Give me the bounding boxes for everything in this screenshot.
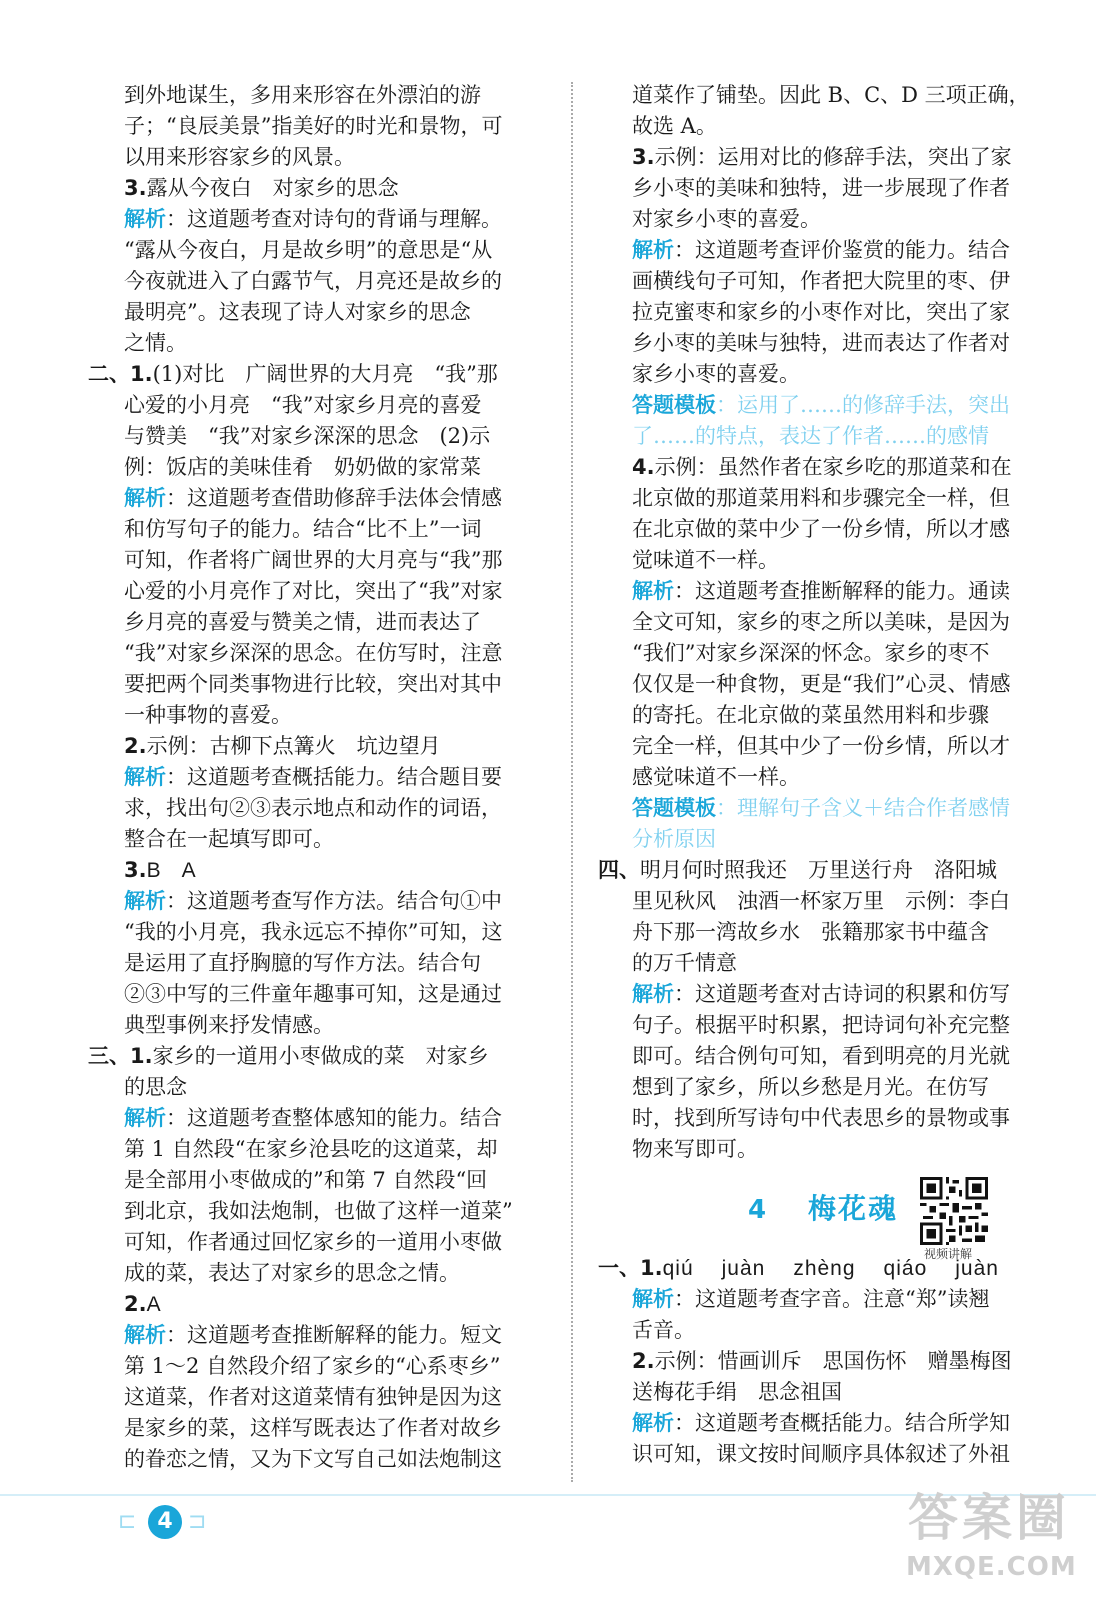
analysis-line: 时，找到所写诗句中代表思乡的景物或事 bbox=[632, 1106, 1010, 1130]
question-number: 3. bbox=[124, 858, 147, 882]
analysis bbox=[598, 1284, 1058, 1315]
lesson-number: 4 bbox=[748, 1195, 767, 1225]
analysis-line: 物来写即可。 bbox=[632, 1137, 758, 1161]
analysis-line: 感觉味道不一样。 bbox=[632, 765, 800, 789]
pinyin-item: qiáo bbox=[883, 1257, 928, 1280]
analysis-line: 一种事物的喜爱。 bbox=[124, 703, 292, 727]
analysis-line: 是家乡的菜，这样写既表达了作者对故乡 bbox=[124, 1416, 502, 1440]
analysis bbox=[598, 1408, 1058, 1439]
analysis-text: ：这道题考查对诗句的背诵与理解。 bbox=[166, 207, 502, 231]
text-line: 子；“良辰美景”指美好的时光和景物，可 bbox=[124, 114, 503, 138]
analysis-line: “我们”对家乡深深的怀念。家乡的枣不 bbox=[632, 641, 990, 665]
answer-text: 示例：惜画训斥 思国伤怀 赠墨梅图 bbox=[654, 1349, 1012, 1373]
question-number: 2. bbox=[632, 1349, 655, 1373]
answer-line: 里见秋风 浊酒一杯家万里 示例：李白 bbox=[632, 889, 1010, 913]
answer-text: B A bbox=[146, 859, 196, 882]
text-line: 道菜作了铺垫。因此 B、C、D 三项正确， bbox=[632, 83, 1030, 107]
analysis-line: 家乡小枣的喜爱。 bbox=[632, 362, 800, 386]
pinyin-item: juàn bbox=[721, 1257, 766, 1280]
answer-item bbox=[88, 1289, 550, 1320]
analysis-line: 今夜就进入了白露节气，月亮还是故乡的 bbox=[124, 269, 502, 293]
analysis-label: 解析 bbox=[632, 238, 674, 262]
analysis-line: 第 1～2 自然段介绍了家乡的“心系枣乡” bbox=[124, 1354, 501, 1378]
answer-line: 例：饭店的美味佳肴 奶奶做的家常菜 bbox=[124, 455, 481, 479]
analysis-line: 即可。结合例句可知，看到明亮的月光就 bbox=[632, 1044, 1010, 1068]
template-label: 答题模板 bbox=[632, 393, 716, 417]
answer-line: 与赞美 “我”对家乡深深的思念 (2)示 bbox=[124, 424, 491, 448]
section-heading: 三、 bbox=[88, 1044, 130, 1068]
analysis bbox=[598, 979, 1058, 1010]
answer-item bbox=[88, 173, 550, 204]
answer-item bbox=[598, 1346, 1058, 1377]
analysis bbox=[88, 1103, 550, 1134]
analysis-text: ：这道题考查推断解释的能力。通读 bbox=[674, 579, 1010, 603]
analysis-line: ②③中写的三件童年趣事可知，这是通过 bbox=[124, 982, 502, 1006]
section-two-item-1 bbox=[88, 359, 550, 390]
analysis-line: 想到了家乡，所以乡愁是月光。在仿写 bbox=[632, 1075, 989, 1099]
analysis-label: 解析 bbox=[124, 1106, 166, 1130]
pinyin-item: juàn bbox=[955, 1257, 999, 1280]
analysis-label: 解析 bbox=[124, 207, 166, 231]
analysis-line: 到北京，我如法炮制，也做了这样一道菜” bbox=[124, 1199, 513, 1223]
analysis-line: 心爱的小月亮作了对比，突出了“我”对家 bbox=[124, 579, 503, 603]
question-number: 4. bbox=[632, 455, 655, 479]
answer-text: A bbox=[146, 1293, 161, 1316]
left-column bbox=[88, 80, 550, 1475]
right-column bbox=[598, 80, 1058, 1470]
answer-line: 乡小枣的美味和独特，进一步展现了作者 bbox=[632, 176, 1010, 200]
answer-item bbox=[88, 855, 550, 886]
answer-line: 的万千情意 bbox=[632, 951, 737, 975]
template-line: 分析原因 bbox=[632, 827, 716, 851]
text-line: 以用来形容家乡的风景。 bbox=[124, 145, 355, 169]
analysis-text: ：这道题考查借助修辞手法体会情感 bbox=[166, 486, 502, 510]
analysis-text: ：这道题考查评价鉴赏的能力。结合 bbox=[674, 238, 1010, 262]
analysis-line: 的眷恋之情，又为下文写自己如法炮制这 bbox=[124, 1447, 502, 1471]
answer-text: 明月何时照我还 万里送行舟 洛阳城 bbox=[640, 858, 997, 882]
text-line: 到外地谋生，多用来形容在外漂泊的游 bbox=[124, 83, 481, 107]
analysis bbox=[88, 483, 550, 514]
analysis bbox=[598, 235, 1058, 266]
pinyin-item: zhèng bbox=[793, 1257, 856, 1280]
template-line: 了……的特点，表达了作者……的感情 bbox=[632, 424, 989, 448]
question-number: 3. bbox=[632, 145, 655, 169]
analysis-line: 要把两个同类事物进行比较，突出对其中 bbox=[124, 672, 502, 696]
answer-line: 觉味道不一样。 bbox=[632, 548, 779, 572]
answer-template bbox=[598, 390, 1058, 421]
watermark-url: MXQE.COM bbox=[906, 1552, 1077, 1582]
question-number: 1. bbox=[130, 1044, 153, 1068]
analysis-line: 是全部用小枣做成的”和第 7 自然段“回 bbox=[124, 1168, 488, 1192]
template-label: 答题模板 bbox=[632, 796, 716, 820]
analysis-line: 成的菜，表达了对家乡的思念之情。 bbox=[124, 1261, 460, 1285]
answer-line: 送梅花手绢 思念祖国 bbox=[632, 1380, 842, 1404]
analysis-label: 解析 bbox=[632, 982, 674, 1006]
analysis-line: 识可知，课文按时间顺序具体叙述了外祖 bbox=[632, 1442, 1010, 1466]
answer-line: 的思念 bbox=[124, 1075, 187, 1099]
analysis bbox=[88, 204, 550, 235]
analysis-line: 是运用了直抒胸臆的写作方法。结合句 bbox=[124, 951, 481, 975]
answer-text: 示例：虽然作者在家乡吃的那道菜和在 bbox=[654, 455, 1012, 479]
section-three-item-1 bbox=[88, 1041, 550, 1072]
answer-text: 示例：运用对比的修辞手法，突出了家 bbox=[654, 145, 1012, 169]
analysis-text: ：这道题考查对古诗词的积累和仿写 bbox=[674, 982, 1010, 1006]
pinyin-item: qiú bbox=[662, 1257, 694, 1280]
analysis-label: 解析 bbox=[124, 1323, 166, 1347]
watermark-text: 答案圈 bbox=[908, 1489, 1070, 1547]
analysis bbox=[88, 1320, 550, 1351]
analysis-line: 乡小枣的美味与独特，进而表达了作者对 bbox=[632, 331, 1010, 355]
answer-template bbox=[598, 793, 1058, 824]
analysis-text: ：这道题考查字音。注意“郑”读翘 bbox=[674, 1287, 990, 1311]
template-text: ：运用了……的修辞手法，突出 bbox=[716, 393, 1010, 417]
section-heading: 四、 bbox=[598, 858, 640, 882]
answer-item bbox=[88, 731, 550, 762]
analysis-line: 最明亮”。这表现了诗人对家乡的思念 bbox=[124, 300, 471, 324]
analysis-label: 解析 bbox=[124, 486, 166, 510]
answer-text: 示例：古柳下点篝火 坑边望月 bbox=[146, 734, 441, 758]
analysis-line: 整合在一起填写即可。 bbox=[124, 827, 334, 851]
qr-code-icon[interactable] bbox=[920, 1177, 988, 1245]
section-four-answer bbox=[598, 855, 1058, 886]
analysis-text: ：这道题考查推断解释的能力。短文 bbox=[166, 1323, 502, 1347]
analysis-text: ：这道题考查整体感知的能力。结合 bbox=[166, 1106, 502, 1130]
analysis-line: 的寄托。在北京做的菜虽然用料和步骤 bbox=[632, 703, 989, 727]
footer-decoration-icon: ⊏ bbox=[118, 1509, 137, 1534]
answer-text: 家乡的一道用小枣做成的菜 对家乡 bbox=[152, 1044, 489, 1068]
analysis-line: 画横线句子可知，作者把大院里的枣、伊 bbox=[632, 269, 1010, 293]
answer-line: 对家乡小枣的喜爱。 bbox=[632, 207, 821, 231]
analysis-label: 解析 bbox=[632, 1411, 674, 1435]
analysis-label: 解析 bbox=[632, 579, 674, 603]
analysis-label: 解析 bbox=[124, 889, 166, 913]
analysis-line: 拉克蜜枣和家乡的小枣作对比，突出了家 bbox=[632, 300, 1010, 324]
analysis-line: 舌音。 bbox=[632, 1318, 695, 1342]
analysis-line: “我”对家乡深深的思念。在仿写时，注意 bbox=[124, 641, 503, 665]
answer-line: 北京做的那道菜用料和步骤完全一样，但 bbox=[632, 486, 1010, 510]
question-number: 2. bbox=[124, 1292, 147, 1316]
analysis-line: 全文可知，家乡的枣之所以美味，是因为 bbox=[632, 610, 1010, 634]
section-heading: 二、 bbox=[88, 362, 130, 386]
question-number: 2. bbox=[124, 734, 147, 758]
analysis-line: 句子。根据平时积累，把诗词句补充完整 bbox=[632, 1013, 1010, 1037]
analysis-text: ：这道题考查写作方法。结合句①中 bbox=[166, 889, 502, 913]
analysis-text: ：这道题考查概括能力。结合所学知 bbox=[674, 1411, 1010, 1435]
text-line: 故选 A。 bbox=[632, 114, 717, 138]
column-divider bbox=[571, 82, 573, 1482]
footer-decoration-icon: ⊐ bbox=[188, 1509, 207, 1534]
analysis bbox=[88, 886, 550, 917]
analysis-line: 第 1 自然段“在家乡沧县吃的这道菜，却 bbox=[124, 1137, 498, 1161]
answer-text: 露从今夜白 对家乡的思念 bbox=[146, 176, 399, 200]
analysis-line: 和仿写句子的能力。结合“比不上”一词 bbox=[124, 517, 482, 541]
pinyin-answer bbox=[598, 1253, 1058, 1284]
lesson-header bbox=[598, 1177, 1058, 1261]
answer-item bbox=[598, 452, 1058, 483]
analysis-line: 典型事例来抒发情感。 bbox=[124, 1013, 334, 1037]
analysis-label: 解析 bbox=[124, 765, 166, 789]
analysis-line: 求，找出句②③表示地点和动作的词语， bbox=[124, 796, 502, 820]
analysis-line: 这道菜，作者对这道菜情有独钟是因为这 bbox=[124, 1385, 502, 1409]
analysis-line: 仅仅是一种食物，更是“我们”心灵、情感 bbox=[632, 672, 1011, 696]
lesson-title: 梅花魂 bbox=[808, 1192, 899, 1225]
answer-line: 在北京做的菜中少了一份乡情，所以才感 bbox=[632, 517, 1010, 541]
section-heading: 一、 bbox=[598, 1256, 640, 1280]
page-number: 4 bbox=[148, 1505, 182, 1539]
qr-label: 视频讲解 bbox=[924, 1247, 973, 1261]
analysis-line: 可知，作者将广阔世界的大月亮与“我”那 bbox=[124, 548, 503, 572]
analysis-line: 可知，作者通过回忆家乡的一道用小枣做 bbox=[124, 1230, 502, 1254]
analysis-line: 完全一样，但其中少了一份乡情，所以才 bbox=[632, 734, 1010, 758]
pinyin-list bbox=[663, 1257, 1027, 1280]
analysis bbox=[88, 762, 550, 793]
question-number: 3. bbox=[124, 176, 147, 200]
analysis-text: ：这道题考查概括能力。结合题目要 bbox=[166, 765, 502, 789]
answer-text: (1)对比 广阔世界的大月亮 “我”那 bbox=[152, 362, 498, 386]
analysis-line: “露从今夜白，月是故乡明”的意思是“从 bbox=[124, 238, 493, 262]
template-text: ：理解句子含义＋结合作者感情 bbox=[716, 796, 1010, 820]
answer-line: 心爱的小月亮 “我”对家乡月亮的喜爱 bbox=[124, 393, 482, 417]
question-number: 1. bbox=[130, 362, 153, 386]
analysis bbox=[598, 576, 1058, 607]
analysis-line: 之情。 bbox=[124, 331, 187, 355]
analysis-line: 乡月亮的喜爱与赞美之情，进而表达了 bbox=[124, 610, 481, 634]
watermark-logo bbox=[900, 1486, 1077, 1596]
answer-item bbox=[598, 142, 1058, 173]
analysis-label: 解析 bbox=[632, 1287, 674, 1311]
analysis-line: “我的小月亮，我永远忘不掉你”可知，这 bbox=[124, 920, 503, 944]
question-number: 1. bbox=[640, 1256, 663, 1280]
answer-line: 舟下那一湾故乡水 张籍那家书中蕴含 bbox=[632, 920, 989, 944]
